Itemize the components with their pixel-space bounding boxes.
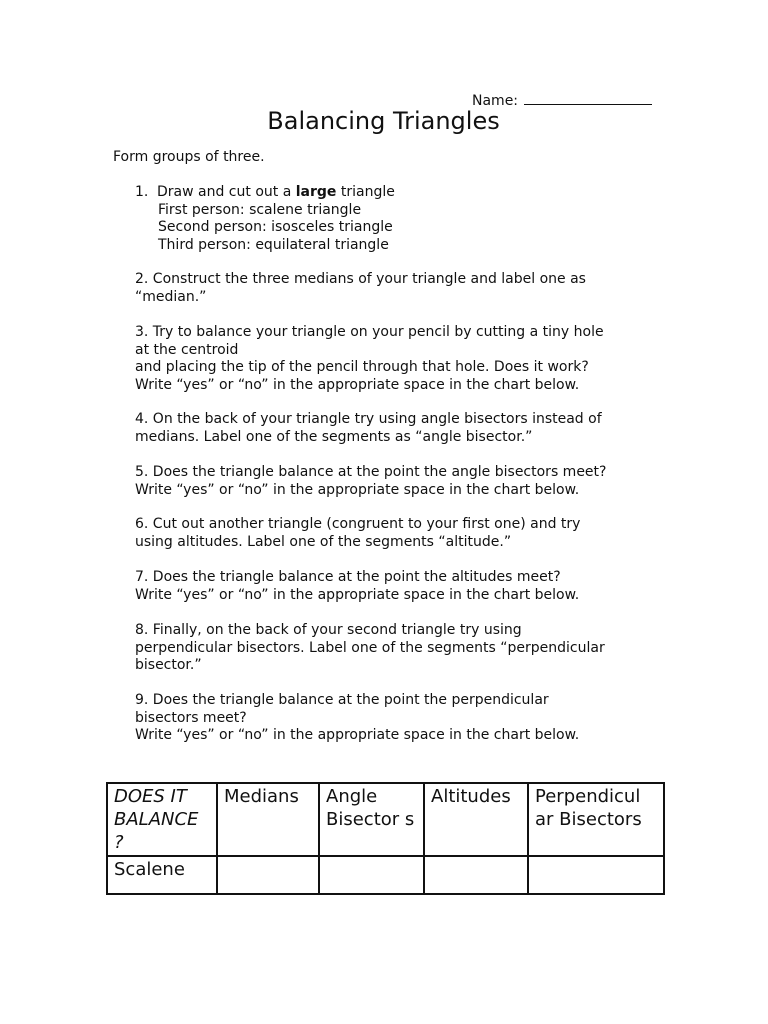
step-3-line-1: 3. Try to balance your triangle on your pencil by cutting a tiny hole <box>135 324 604 340</box>
header-medians: Medians <box>217 783 319 856</box>
cell-scalene-angle-bisectors[interactable] <box>319 856 424 894</box>
step-8-line-2: perpendicular bisectors. Label one of the segments “perpendicular <box>135 639 605 656</box>
name-label: Name: <box>472 93 519 109</box>
step-1-text-post: triangle <box>336 184 395 200</box>
step-6-line-2: using altitudes. Label one of the segments “altitude.” <box>135 533 512 550</box>
page-title: Balancing Triangles <box>267 107 500 135</box>
row-label-scalene: Scalene <box>107 856 217 894</box>
step-4-line-2: medians. Label one of the segments as “angle bisector.” <box>135 428 533 445</box>
step-3-line-2: at the centroid <box>135 341 239 358</box>
table-header-row <box>107 783 664 856</box>
step-8-line-1: 8. Finally, on the back of your second triangle try using <box>135 622 522 638</box>
step-5-line-1: 5. Does the triangle balance at the point the angle bisectors meet? <box>135 464 607 480</box>
step-7-line-2: Write “yes” or “no” in the appropriate space in the chart below. <box>135 586 580 603</box>
step-8-line-3: bisector.” <box>135 657 202 673</box>
step-3-line-4: Write “yes” or “no” in the appropriate space in the chart below. <box>135 376 580 393</box>
step-4-line-1: 4. On the back of your triangle try using angle bisectors instead of <box>135 411 602 427</box>
step-5-line-2: Write “yes” or “no” in the appropriate space in the chart below. <box>135 481 580 498</box>
step-9-line-1: 9. Does the triangle balance at the point the perpendicular <box>135 692 549 708</box>
intro-text: Form groups of three. <box>113 149 265 165</box>
cell-scalene-perpendicular-bisectors[interactable] <box>528 856 664 894</box>
step-3-line-3: and placing the tip of the pencil through that hole. Does it work? <box>135 359 589 375</box>
step-1-number: 1. <box>135 184 149 200</box>
cell-scalene-medians[interactable] <box>217 856 319 894</box>
header-altitudes: Altitudes <box>424 783 528 856</box>
step-7-line-1: 7. Does the triangle balance at the point the altitudes meet? <box>135 569 561 585</box>
step-2-line-2: “median.” <box>135 288 207 305</box>
step-2-line-1: 2. Construct the three medians of your triangle and label one as <box>135 271 586 287</box>
step-9-line-3: Write “yes” or “no” in the appropriate space in the chart below. <box>135 727 580 743</box>
step-1-sub-1: First person: scalene triangle <box>158 201 362 218</box>
step-1-sub-2: Second person: isosceles triangle <box>158 219 393 235</box>
header-angle-bisectors: Angle Bisector s <box>319 783 424 856</box>
step-1-text-pre: Draw and cut out a <box>157 184 296 200</box>
balance-chart-table <box>106 782 665 895</box>
step-1 <box>135 184 395 202</box>
header-does-it-balance: DOES IT BALANCE ? <box>107 783 217 856</box>
name-blank-line[interactable] <box>524 90 652 105</box>
cell-scalene-altitudes[interactable] <box>424 856 528 894</box>
table-row <box>107 856 664 894</box>
step-1-sub-3: Third person: equilateral triangle <box>158 236 389 253</box>
step-6-line-1: 6. Cut out another triangle (congruent to your first one) and try <box>135 516 581 532</box>
header-perpendicular-bisectors: Perpendicul ar Bisectors <box>528 783 664 856</box>
step-1-bold: large <box>295 184 337 200</box>
step-9-line-2: bisectors meet? <box>135 709 247 726</box>
